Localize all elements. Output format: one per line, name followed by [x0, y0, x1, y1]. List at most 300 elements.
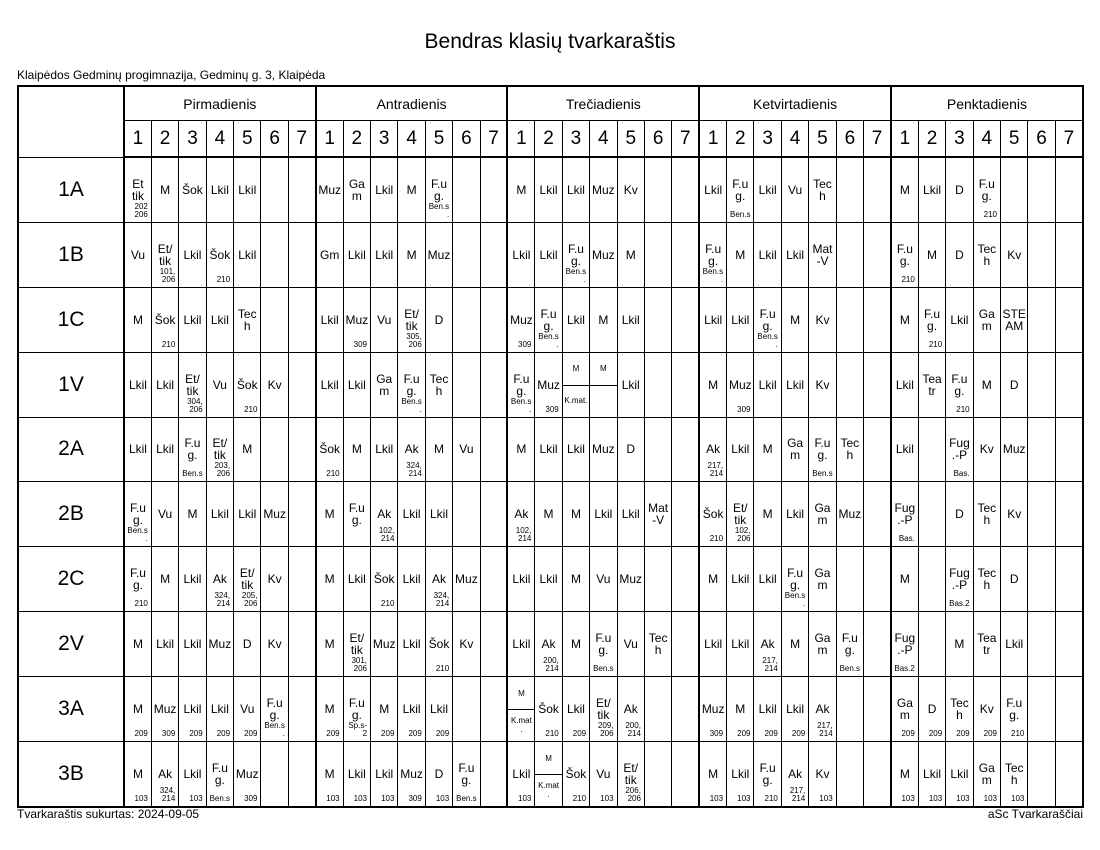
lesson-cell — [781, 612, 808, 677]
lesson-cell — [206, 482, 233, 547]
lesson-subject: Kv — [815, 312, 830, 327]
lesson-room: 200, 214 — [543, 656, 559, 674]
lesson-cell — [507, 157, 534, 222]
lesson-subject: Muz — [345, 312, 369, 327]
lesson-cell — [535, 482, 562, 547]
lesson-cell — [590, 742, 617, 807]
period-header: 6 — [836, 121, 863, 158]
lesson-subject: Lkil — [539, 572, 558, 587]
lesson-cell — [124, 222, 151, 287]
lesson-subject: Šok — [565, 767, 587, 782]
lesson-cell — [836, 612, 863, 677]
period-header: 4 — [206, 121, 233, 158]
class-name: 1C — [18, 287, 124, 352]
lesson-subject: Kv — [815, 377, 830, 392]
lesson-cell — [699, 482, 726, 547]
lesson-room: 103 — [901, 794, 915, 803]
lesson-cell — [343, 547, 370, 612]
lesson-cell — [179, 612, 206, 677]
lesson-cell — [124, 287, 151, 352]
lesson-subject: Lkil — [375, 247, 394, 262]
lesson-room: 210 — [435, 664, 450, 674]
lesson-cell — [124, 612, 151, 677]
lesson-cell — [781, 222, 808, 287]
lesson-cell — [864, 677, 891, 742]
lesson-cell — [151, 352, 178, 417]
lesson-subject: Lkil — [512, 637, 531, 652]
period-header: 4 — [781, 121, 808, 158]
lesson-cell — [946, 222, 973, 287]
lesson-subject: Lkil — [621, 312, 640, 327]
lesson-subject: Vu — [596, 572, 611, 587]
lesson-subject: M — [324, 572, 335, 587]
lesson-subject: M — [406, 247, 417, 262]
lesson-room: 217, 214 — [707, 461, 724, 479]
period-header: 5 — [809, 121, 836, 158]
lesson-room: 209 — [901, 729, 915, 739]
lesson-cell — [507, 742, 534, 807]
lesson-room: 200, 214 — [625, 721, 641, 739]
lesson-subject: Lkil — [758, 377, 777, 392]
lesson-cell — [261, 612, 288, 677]
lesson-cell — [507, 677, 534, 742]
lesson-group-subject: M — [590, 353, 616, 386]
lesson-cell — [1055, 352, 1083, 417]
lesson-subject: D — [242, 637, 252, 652]
lesson-group-room: K.mat. — [564, 396, 588, 405]
lesson-cell — [398, 157, 425, 222]
lesson-cell — [288, 417, 315, 482]
lesson-subject: Muz — [838, 507, 862, 522]
lesson-room: Bas.2 — [949, 599, 970, 609]
lesson-cell — [261, 482, 288, 547]
lesson-cell — [151, 417, 178, 482]
lesson-subject: F.u g. — [924, 306, 941, 333]
lesson-subject: Lkil — [758, 247, 777, 262]
lesson-subject: Gm — [320, 247, 340, 262]
lesson-cell — [480, 287, 507, 352]
lesson-subject: Kv — [979, 442, 994, 457]
lesson-cell — [261, 417, 288, 482]
lesson-subject: Ga m — [787, 436, 804, 463]
class-row — [18, 482, 1083, 547]
lesson-room: Ben.s — [593, 664, 614, 674]
lesson-subject: M — [324, 637, 335, 652]
lesson-cell — [644, 287, 671, 352]
period-header: 7 — [1055, 121, 1083, 158]
lesson-cell — [206, 677, 233, 742]
lesson-subject: F.u g. — [759, 306, 776, 333]
lesson-subject: Lkil — [238, 507, 257, 522]
lesson-subject: Lkil — [731, 442, 750, 457]
lesson-cell — [343, 157, 370, 222]
lesson-cell — [836, 742, 863, 807]
lesson-subject: Muz — [400, 767, 423, 782]
lesson-room: 309 — [244, 794, 258, 803]
lesson-subject: Lkil — [402, 507, 421, 522]
lesson-subject: Lkil — [895, 377, 914, 392]
lesson-cell — [672, 222, 699, 287]
lesson-room: 209 — [737, 729, 751, 739]
lesson-subject: F.u g. — [896, 241, 913, 268]
lesson-cell — [809, 222, 836, 287]
lesson-cell — [343, 677, 370, 742]
lesson-cell — [1028, 157, 1055, 222]
lesson-cell — [1028, 352, 1055, 417]
lesson-subject: Ak — [431, 572, 446, 587]
lesson-cell — [836, 677, 863, 742]
lesson-subject: M — [708, 377, 719, 392]
lesson-subject: Lkil — [704, 312, 723, 327]
lesson-subject: F.u g. — [705, 241, 722, 268]
lesson-subject: M — [899, 182, 910, 197]
lesson-subject: Ak — [514, 507, 529, 522]
lesson-subject: Lkil — [539, 182, 558, 197]
lesson-subject: Et/ tik — [596, 696, 611, 723]
period-header: 7 — [480, 121, 507, 158]
lesson-cell — [453, 287, 480, 352]
lesson-cell — [535, 547, 562, 612]
lesson-cell — [672, 417, 699, 482]
lesson-group-room — [590, 385, 616, 417]
lesson-cell — [562, 417, 589, 482]
lesson-cell — [425, 352, 452, 417]
lesson-cell — [206, 222, 233, 287]
lesson-cell — [562, 677, 589, 742]
day-header: Antradienis — [316, 86, 508, 121]
lesson-cell — [836, 157, 863, 222]
lesson-subject: Lkil — [347, 767, 366, 782]
lesson-subject: Ak — [815, 702, 830, 717]
period-header: 1 — [699, 121, 726, 158]
period-header: 4 — [973, 121, 1000, 158]
lesson-cell — [644, 742, 671, 807]
lesson-room: 309 — [709, 729, 724, 739]
lesson-cell — [891, 222, 918, 287]
lesson-subject: Lkil — [786, 377, 805, 392]
lesson-cell — [672, 352, 699, 417]
lesson-subject: F.u g. — [540, 306, 557, 333]
lesson-subject: Lkil — [128, 442, 147, 457]
lesson-subject: Lkil — [375, 442, 394, 457]
lesson-cell — [864, 287, 891, 352]
lesson-subject: Ak — [377, 507, 392, 522]
lesson-room: 210 — [134, 599, 148, 609]
lesson-subject: Tec h — [977, 501, 997, 528]
lesson-room: 103 — [381, 794, 395, 803]
lesson-cell — [864, 417, 891, 482]
lesson-subject: Kv — [623, 182, 638, 197]
lesson-room: 217, 214 — [762, 656, 778, 674]
lesson-room: 103 — [983, 794, 997, 803]
lesson-cell — [809, 157, 836, 222]
lesson-cell — [453, 482, 480, 547]
lesson-cell — [480, 547, 507, 612]
lesson-subject: Muz — [592, 442, 615, 457]
lesson-subject: F.u g. — [348, 696, 365, 723]
lesson-cell — [590, 222, 617, 287]
lesson-subject: Lkil — [566, 312, 585, 327]
lesson-subject: M — [708, 767, 719, 782]
lesson-cell — [234, 352, 261, 417]
lesson-cell — [918, 352, 945, 417]
lesson-cell — [124, 547, 151, 612]
lesson-subject: M — [762, 442, 773, 457]
lesson-cell — [371, 547, 398, 612]
lesson-subject: Muz — [455, 572, 478, 587]
lesson-cell — [535, 677, 562, 742]
class-row — [18, 287, 1083, 352]
lesson-room: 210 — [545, 729, 559, 739]
period-header: 5 — [617, 121, 644, 158]
lesson-subject: M — [790, 637, 801, 652]
lesson-cell — [507, 222, 534, 287]
lesson-cell — [644, 547, 671, 612]
lesson-cell — [891, 157, 918, 222]
lesson-cell — [781, 482, 808, 547]
lesson-cell — [754, 287, 781, 352]
lesson-cell — [535, 157, 562, 222]
lesson-cell — [590, 352, 617, 417]
lesson-subject: Lkil — [539, 442, 558, 457]
lesson-cell — [836, 222, 863, 287]
lesson-cell — [918, 287, 945, 352]
lesson-subject: Šok — [538, 702, 559, 717]
lesson-room: 309 — [161, 729, 176, 739]
lesson-subject: D — [1009, 377, 1019, 392]
lesson-cell — [453, 677, 480, 742]
lesson-room: 210 — [381, 599, 395, 609]
lesson-cell — [1001, 287, 1028, 352]
lesson-subject: Tec h — [1004, 761, 1024, 788]
lesson-cell — [206, 417, 233, 482]
lesson-group-subject: M — [508, 677, 534, 710]
lesson-cell — [234, 677, 261, 742]
lesson-cell — [1028, 287, 1055, 352]
day-header: Penktadienis — [891, 86, 1083, 121]
lesson-cell — [124, 742, 151, 807]
lesson-cell — [316, 352, 343, 417]
lesson-cell — [288, 547, 315, 612]
lesson-subject: Lkil — [156, 442, 175, 457]
lesson-cell — [179, 417, 206, 482]
lesson-room: 202 206 — [134, 201, 148, 219]
lesson-subject: Ak — [404, 442, 419, 457]
lesson-cell — [151, 287, 178, 352]
lesson-room: 209 — [791, 729, 806, 739]
lesson-subject: M — [625, 247, 636, 262]
lesson-subject: Muz — [372, 637, 396, 652]
lesson-room: 103 — [518, 794, 532, 803]
lesson-cell — [453, 612, 480, 677]
created-date: Tvarkaraštis sukurtas: 2024-09-05 — [17, 807, 200, 821]
lesson-subject: Lkil — [895, 442, 914, 457]
period-header: 1 — [891, 121, 918, 158]
lesson-room: 210 — [764, 794, 778, 803]
lesson-cell — [644, 482, 671, 547]
lesson-cell — [891, 677, 918, 742]
period-header: 6 — [453, 121, 480, 158]
lesson-cell — [946, 677, 973, 742]
lesson-cell — [864, 547, 891, 612]
period-header: 7 — [288, 121, 315, 158]
period-header: 3 — [179, 121, 206, 158]
lesson-room: 209 — [408, 729, 422, 739]
lesson-cell — [1055, 417, 1083, 482]
lesson-subject: Lkil — [183, 702, 202, 717]
lesson-subject: Šok — [319, 442, 341, 457]
lesson-subject: Et/ tik — [157, 241, 173, 268]
lesson-cell — [1001, 612, 1028, 677]
lesson-subject: Šok — [182, 182, 203, 197]
lesson-subject: Lkil — [621, 507, 640, 522]
lesson-subject: F.u g. — [595, 631, 612, 658]
lesson-subject: M — [762, 507, 773, 522]
lesson-cell — [562, 547, 589, 612]
class-row — [18, 547, 1083, 612]
period-header: 3 — [562, 121, 589, 158]
lesson-cell — [918, 417, 945, 482]
lesson-room: 209 — [956, 729, 970, 739]
period-header: 4 — [590, 121, 617, 158]
lesson-cell — [672, 482, 699, 547]
lesson-subject: M — [598, 312, 609, 327]
lesson-cell — [425, 222, 452, 287]
lesson-subject: Lkil — [539, 247, 558, 262]
lesson-cell — [398, 417, 425, 482]
lesson-cell — [316, 482, 343, 547]
lesson-subject: Vu — [240, 702, 255, 717]
lesson-cell — [781, 287, 808, 352]
lesson-subject: Lkil — [429, 702, 448, 717]
lesson-room: 209, 206 — [597, 721, 614, 739]
lesson-cell — [453, 417, 480, 482]
lesson-cell — [398, 352, 425, 417]
lesson-subject: Lkil — [758, 572, 777, 587]
lesson-cell — [425, 612, 452, 677]
lesson-subject: Ak — [212, 572, 227, 587]
period-header: 1 — [124, 121, 151, 158]
lesson-room: Sp.s- 2 — [348, 721, 368, 739]
lesson-subject: Mat -V — [812, 241, 833, 268]
period-header: 1 — [316, 121, 343, 158]
lesson-cell — [891, 482, 918, 547]
lesson-room: Ben.s . — [510, 396, 532, 414]
lesson-cell — [973, 482, 1000, 547]
lesson-subject: Muz — [1002, 442, 1026, 457]
lesson-room: Ben.s — [730, 209, 751, 219]
lesson-subject: Et/ tik — [349, 631, 365, 658]
lesson-cell — [727, 157, 754, 222]
lesson-cell — [644, 157, 671, 222]
lesson-room: 304, 206 — [187, 396, 203, 414]
lesson-cell — [1028, 547, 1055, 612]
lesson-cell — [151, 222, 178, 287]
lesson-subject: Lkil — [786, 247, 805, 262]
lesson-room: 210 — [161, 339, 176, 349]
lesson-cell — [754, 612, 781, 677]
lesson-cell — [644, 612, 671, 677]
period-header: 2 — [535, 121, 562, 158]
lesson-cell — [617, 612, 644, 677]
lesson-room: 209 — [572, 729, 587, 739]
lesson-cell — [672, 677, 699, 742]
lesson-subject: Lkil — [402, 637, 421, 652]
lesson-cell — [727, 222, 754, 287]
corner-cell — [18, 86, 124, 157]
lesson-cell — [507, 547, 534, 612]
lesson-room: Ben.s — [456, 794, 477, 803]
period-header: 5 — [425, 121, 452, 158]
period-header: 7 — [672, 121, 699, 158]
lesson-cell — [371, 352, 398, 417]
lesson-cell — [507, 287, 534, 352]
lesson-cell — [398, 547, 425, 612]
lesson-subject: Muz — [153, 702, 177, 717]
lesson-cell — [1028, 417, 1055, 482]
lesson-subject: Lkil — [402, 572, 421, 587]
class-name: 1B — [18, 222, 124, 287]
lesson-cell — [1028, 742, 1055, 807]
lesson-subject: Muz — [537, 377, 560, 392]
lesson-cell — [535, 612, 562, 677]
period-header: 2 — [918, 121, 945, 158]
lesson-subject: Lkil — [156, 377, 175, 392]
lesson-subject: M — [132, 312, 143, 327]
page-title: Bendras klasių tvarkaraštis — [424, 30, 676, 53]
lesson-subject: Lkil — [923, 182, 942, 197]
lesson-cell — [672, 742, 699, 807]
lesson-cell — [727, 612, 754, 677]
lesson-subject: Lkil — [950, 312, 969, 327]
lesson-room: 103 — [709, 794, 724, 803]
lesson-subject: Vu — [459, 442, 474, 457]
lesson-room: Bas. — [953, 469, 970, 479]
lesson-subject: Muz — [318, 182, 342, 197]
lesson-subject: D — [955, 182, 964, 197]
lesson-subject: Šok — [154, 312, 176, 327]
lesson-cell — [590, 547, 617, 612]
lesson-room: 102, 214 — [515, 526, 532, 544]
lesson-cell — [946, 417, 973, 482]
lesson-cell — [562, 287, 589, 352]
lesson-subject: Lkil — [731, 312, 750, 327]
lesson-subject: Tea tr — [977, 631, 997, 658]
lesson-cell — [261, 547, 288, 612]
lesson-room: 217, 214 — [817, 721, 833, 739]
lesson-cell — [1055, 612, 1083, 677]
lesson-cell — [453, 742, 480, 807]
lesson-subject: Ak — [541, 637, 556, 652]
lesson-cell — [206, 287, 233, 352]
lesson-cell — [371, 482, 398, 547]
lesson-cell — [288, 352, 315, 417]
lesson-subject: M — [899, 312, 910, 327]
lesson-subject: Ga m — [896, 696, 913, 723]
lesson-cell — [425, 482, 452, 547]
lesson-cell — [234, 157, 261, 222]
lesson-room: 210 — [709, 534, 724, 544]
lesson-subject: Muz — [728, 377, 752, 392]
lesson-cell — [151, 547, 178, 612]
lesson-subject: Lkil — [375, 182, 394, 197]
lesson-subject: Lkil — [1005, 637, 1024, 652]
lesson-subject: Lkil — [347, 247, 366, 262]
lesson-cell — [864, 222, 891, 287]
lesson-cell — [727, 742, 754, 807]
lesson-cell — [1055, 742, 1083, 807]
lesson-cell — [617, 222, 644, 287]
